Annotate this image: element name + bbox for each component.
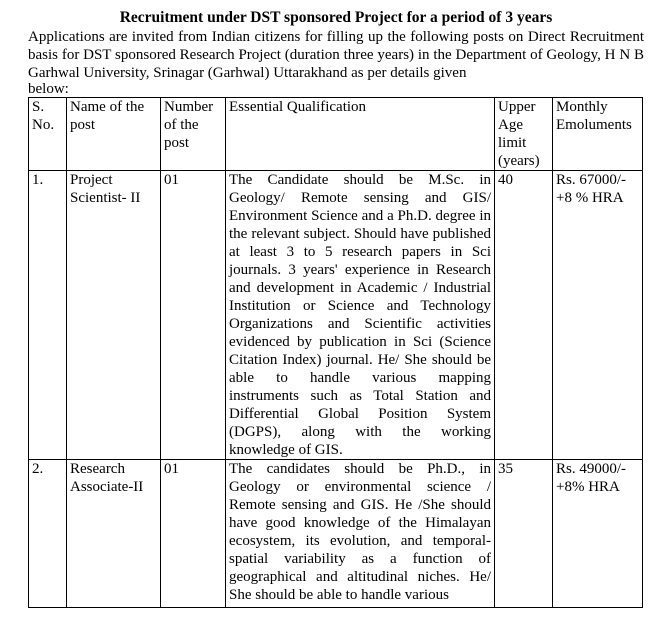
row-age: 40 [495, 171, 553, 460]
intro-tail: below: [28, 81, 69, 97]
row-post: Research Associate-II [67, 460, 161, 608]
row-sno: 2. [29, 460, 67, 608]
table-row [29, 171, 643, 460]
header-emoluments: Monthly Emoluments [553, 98, 643, 171]
row-emoluments: Rs. 67000/- +8 % HRA [553, 171, 643, 460]
row-sno: 1. [29, 171, 67, 460]
row-number: 01 [161, 460, 226, 608]
row-qualification [226, 460, 495, 608]
table-header-row [29, 98, 643, 171]
row-qualification: The Candidate should be M.Sc. in Geology/ Remote sensing and GIS/ Environment Science and a Ph.D. degree in the relevant subject. Should have published at least 3 to 5 research papers in Sci journals. 3 years' experience in Research and development in Academic / Industrial Institution or Science and Technology Organizations and Scientific activities evidenced by publication in Sci (Science Citation Index) journal. He/ She should be able to handle various mapping instruments such as Total Station and Differential Global Position System (DGPS), along with the working knowledge of GIS. [226, 171, 495, 460]
header-sno: S. No. [29, 98, 67, 171]
intro-paragraph: Applications are invited from Indian citizens for filling up the following posts on Direct Recruitment basis for DST sponsored Research Project (duration three years) in the Department of Geology, H N B Garhwal University, Srinagar (Garhwal) Uttarakhand as per details given [28, 29, 644, 81]
row-number: 01 [161, 171, 226, 460]
header-number: Number of the post [161, 98, 226, 171]
recruitment-table [28, 97, 643, 608]
header-post: Name of the post [67, 98, 161, 171]
table-row [29, 460, 643, 608]
document-title: Recruitment under DST sponsored Project for a period of 3 years [119, 9, 553, 26]
header-age: Upper Age limit (years) [495, 98, 553, 171]
row-emoluments: Rs. 49000/- +8% HRA [553, 460, 643, 608]
row-age: 35 [495, 460, 553, 608]
row-post: Project Scientist- II [67, 171, 161, 460]
qualification-text: The candidates should be Ph.D., in Geology or environmental science / Remote sensing and GIS. He /She should have good knowledge of the Himalayan ecosystem, its evolution, and temporal-spatial variability as a function of geographical and altitudinal niches. He/ She should be able to handle various [229, 461, 491, 603]
header-qualification: Essential Qualification [226, 98, 495, 171]
